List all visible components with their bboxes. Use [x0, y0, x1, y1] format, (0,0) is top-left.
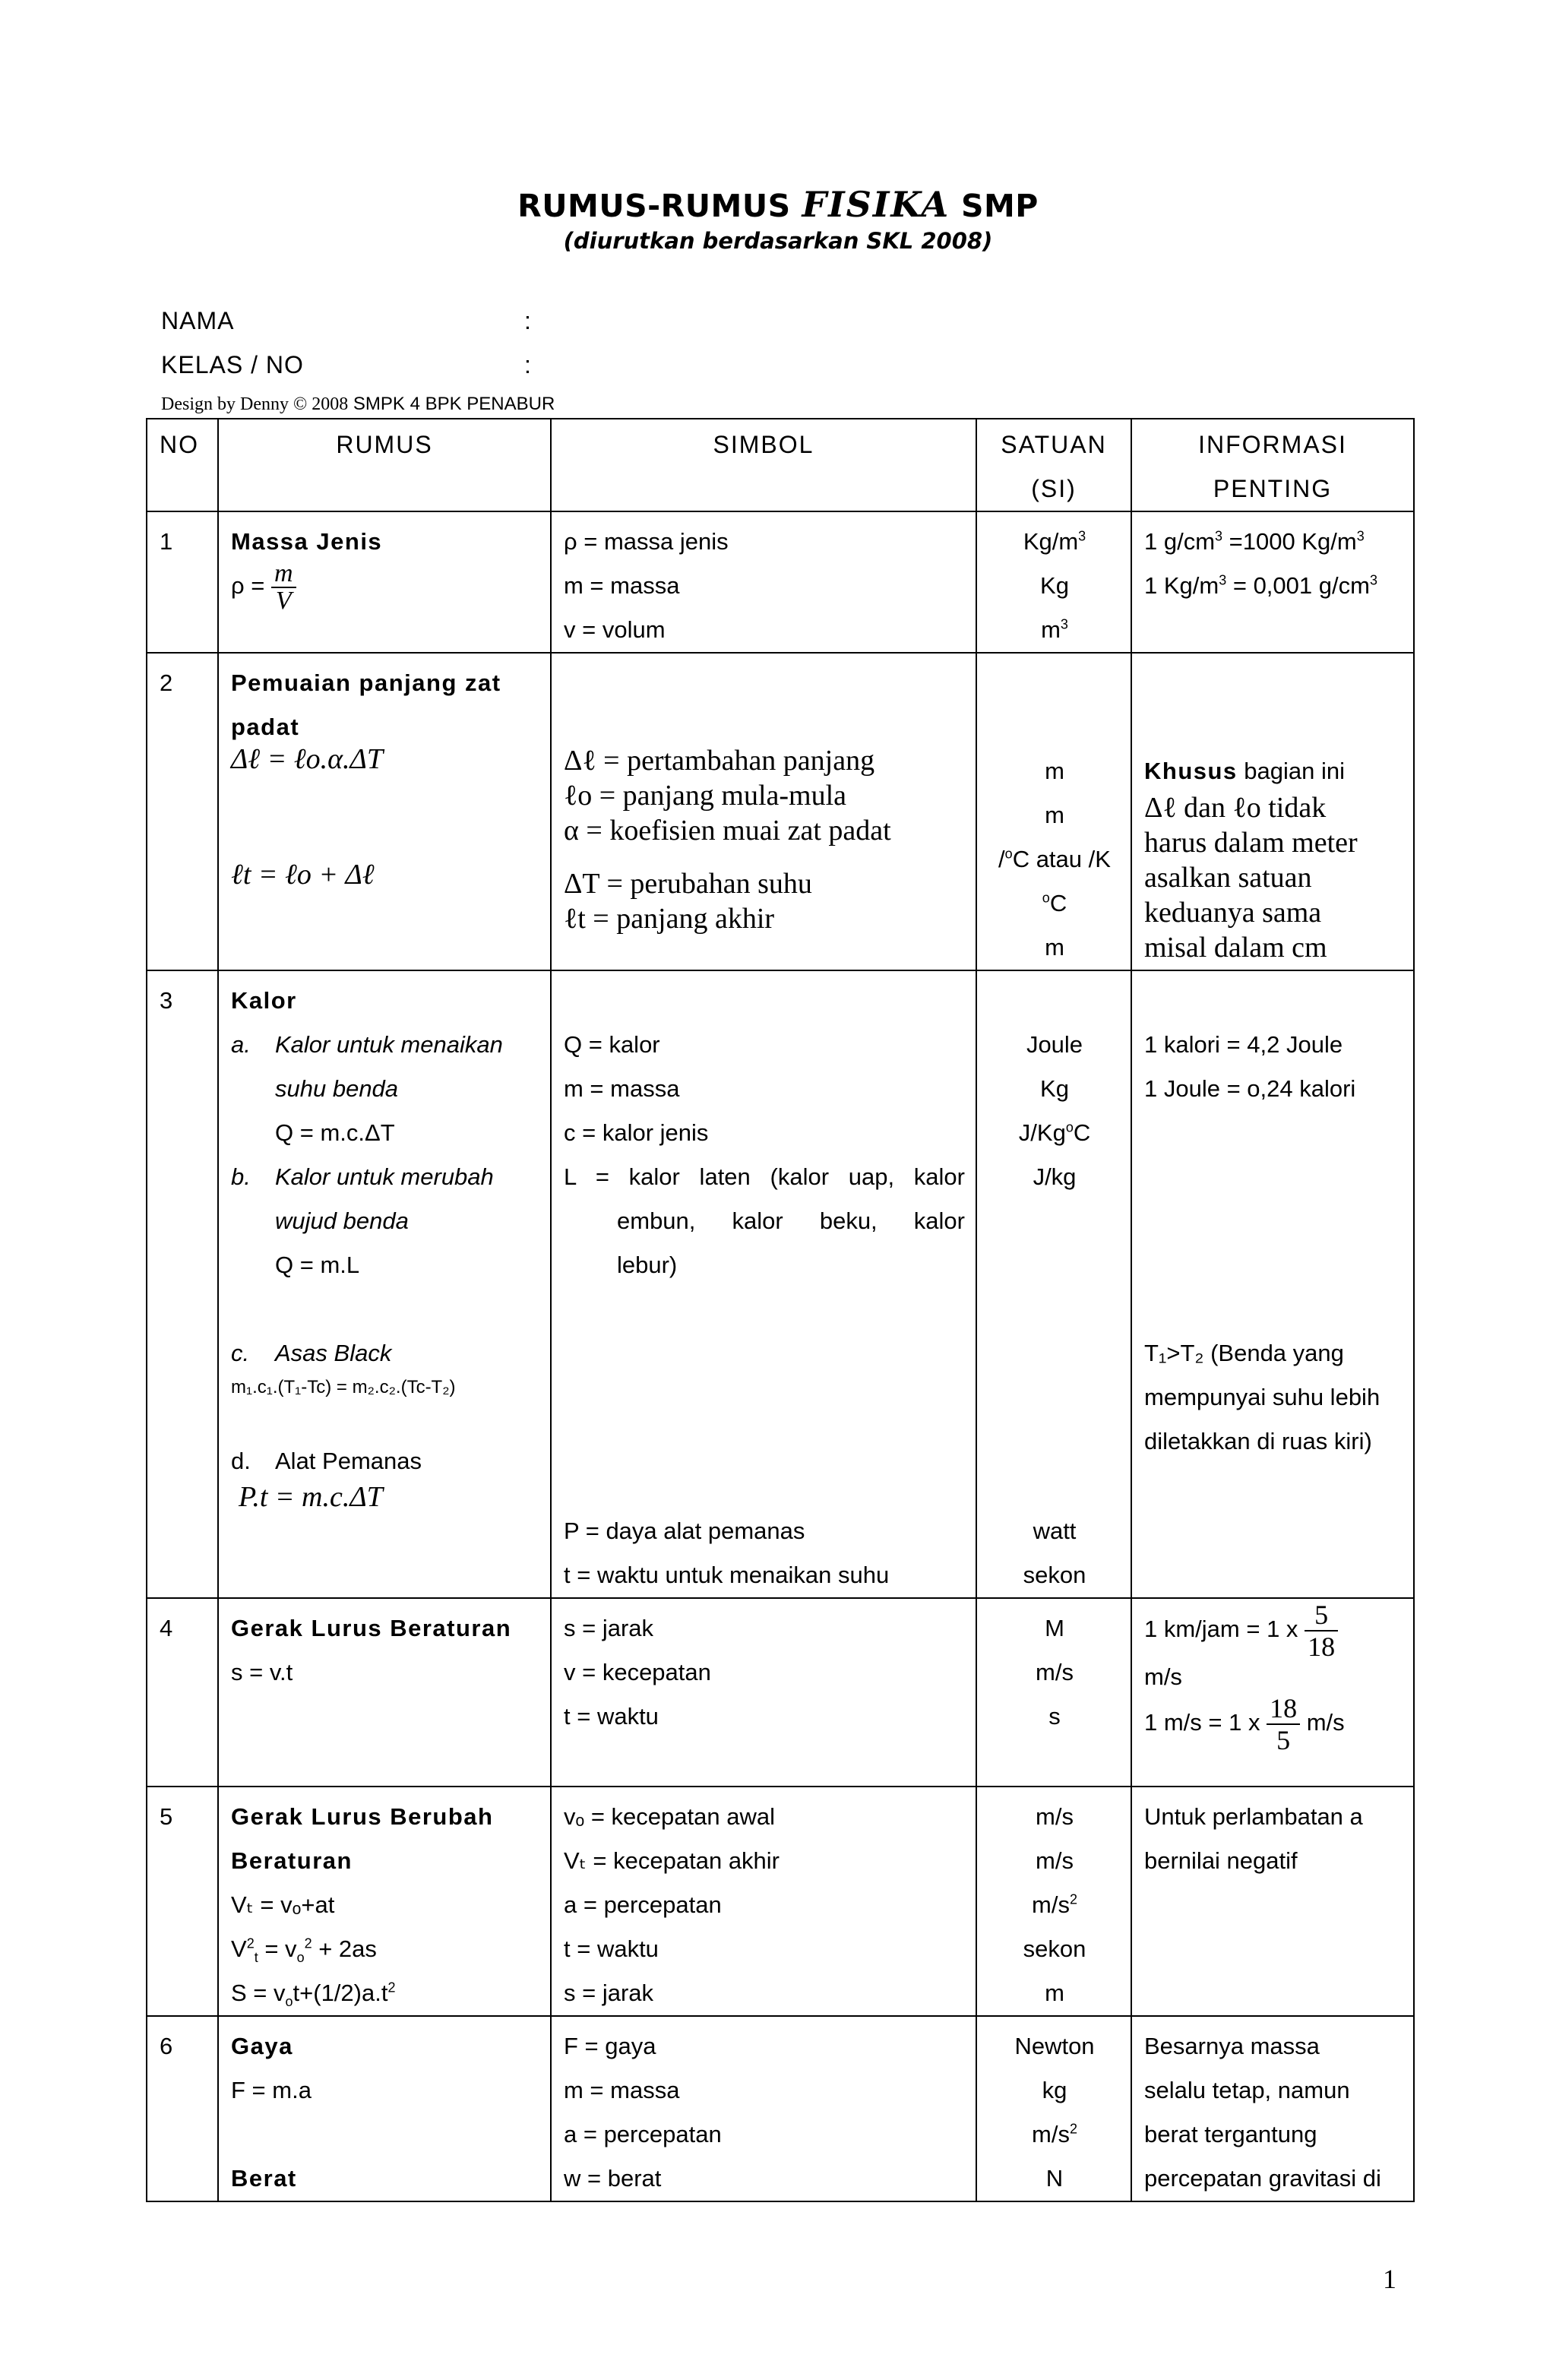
satuan-cell: $Kg/m^3$ Kg $m^3$: [1023, 528, 1086, 643]
simbol-cell: ρ = massa jenis m = massa v = volum: [564, 528, 729, 643]
simbol-cell: s = jarak v = kecepatan t = waktu: [564, 1615, 711, 1730]
table-row: [147, 970, 1414, 1598]
nama-colon: :: [524, 307, 531, 334]
table-row: [147, 653, 1414, 970]
kelas-colon: :: [524, 351, 531, 378]
formula-table: [146, 418, 1415, 2202]
info-cell: 1 kalori = 4,2 Joule 1 Joule = o,24 kalori T₁>T₂ (Benda yang mempunyai suhu lebih diletakkan di ruas kiri): [1144, 1031, 1380, 1454]
simbol-cell: Q = kalor m = massa c = kalor jenis L = kalor laten (kalor uap, kalor embun, kalor beku, kalor lebur) P = daya alat pemanas t = waktu untuk menaikan suhu: [564, 1031, 965, 1588]
info-cell: 1 km/jam = 1 x $\frac{5}{18}$ m/s 1 m/s = 1 x $\frac{18}{5}$ m/s: [1144, 1599, 1345, 1755]
col-informasi: INFORMASI PENTING: [1131, 419, 1414, 511]
table-row: [147, 1787, 1414, 2016]
simbol-cell: vₒ = kecepatan awal Vₜ = kecepatan akhir a = percepatan t = waktu s = jarak: [564, 1803, 780, 2006]
rumus-cell: Kalor a. Kalor untuk menaikan suhu benda Q = m.c.ΔT b. Kalor untuk merubah wujud benda Q = m.L c. Asas Black m₁.c₁.(T₁-Tc) = m₂.c₂.(Tc-T₂) d. Alat Pemanas P.t = m.c.ΔT: [231, 987, 503, 1513]
kelas-label: KELAS / NO: [161, 351, 304, 378]
table-row: [147, 511, 1414, 653]
info-cell: Khusus bagian ini Δℓ dan ℓo tidak harus dalam meter asalkan satuan keduanya sama misal dalam cm: [1144, 758, 1358, 964]
table-row: [147, 2016, 1414, 2201]
col-no: NO: [147, 419, 218, 511]
col-simbol: SIMBOL: [551, 419, 976, 511]
simbol-cell: Δℓ = pertambahan panjang ℓo = panjang mula-mula α = koefisien muai zat padat ΔT = perubahan suhu ℓt = panjang akhir: [564, 745, 891, 935]
page-title: RUMUS-RUMUS FISIKA SMP: [517, 184, 1039, 225]
row-number: 6: [160, 2033, 173, 2059]
row-number: 4: [160, 1615, 173, 1641]
row-number: 1: [160, 528, 173, 555]
rumus-cell: Gerak Lurus Beraturan s = v.t: [231, 1615, 512, 1685]
info-cell: 1 $g/cm^3 =1000$ $Kg/m^3$ 1 $Kg/m^3 = 0,001$ $g/cm^3$: [1144, 528, 1377, 599]
row-number: 3: [160, 987, 173, 1014]
rumus-cell: Gaya F = m.a Berat: [231, 2033, 312, 2192]
nama-label: NAMA: [161, 307, 235, 334]
table-header-row: [147, 419, 1414, 511]
satuan-cell: M m/s s: [1036, 1615, 1074, 1730]
row-number: 5: [160, 1803, 173, 1830]
satuan-cell: m/s m/s $m/s^2$ sekon m: [1023, 1803, 1086, 2006]
info-cell: Besarnya massa selalu tetap, namun berat tergantung percepatan gravitasi di: [1144, 2033, 1381, 2192]
satuan-cell: m m /$^o$C atau /K $^o$C m: [998, 758, 1111, 961]
satuan-cell: Joule Kg J/Kg$^o$C J/kg watt sekon: [1018, 1031, 1091, 1588]
info-cell: Untuk perlambatan a bernilai negatif: [1144, 1803, 1363, 1874]
satuan-cell: Newton kg $m/s^2$ N: [1014, 2033, 1095, 2192]
simbol-cell: F = gaya m = massa a = percepatan w = berat: [564, 2033, 722, 2192]
page-number: 1: [1383, 2264, 1396, 2294]
col-rumus: RUMUS: [218, 419, 551, 511]
rumus-cell: Massa Jenis ρ = $\frac{m}{V}$: [231, 528, 383, 615]
row-number: 2: [160, 669, 173, 696]
rumus-cell: Gerak Lurus Berubah Beraturan Vₜ = vₒ+at $V^2_t = v_o^2 + 2as$ $S = v_ot+(1/2)a.t^2$: [231, 1803, 494, 2010]
table-row: [147, 1598, 1414, 1787]
page-subtitle: (diurutkan berdasarkan SKL 2008): [563, 228, 993, 254]
rumus-cell: Pemuaian panjang zat padat Δℓ = ℓo.α.ΔT ℓt = ℓo + Δℓ: [231, 669, 501, 891]
design-credit: Design by Denny © 2008 SMPK 4 BPK PENABUR: [161, 394, 555, 414]
col-satuan: SATUAN (SI): [976, 419, 1131, 511]
